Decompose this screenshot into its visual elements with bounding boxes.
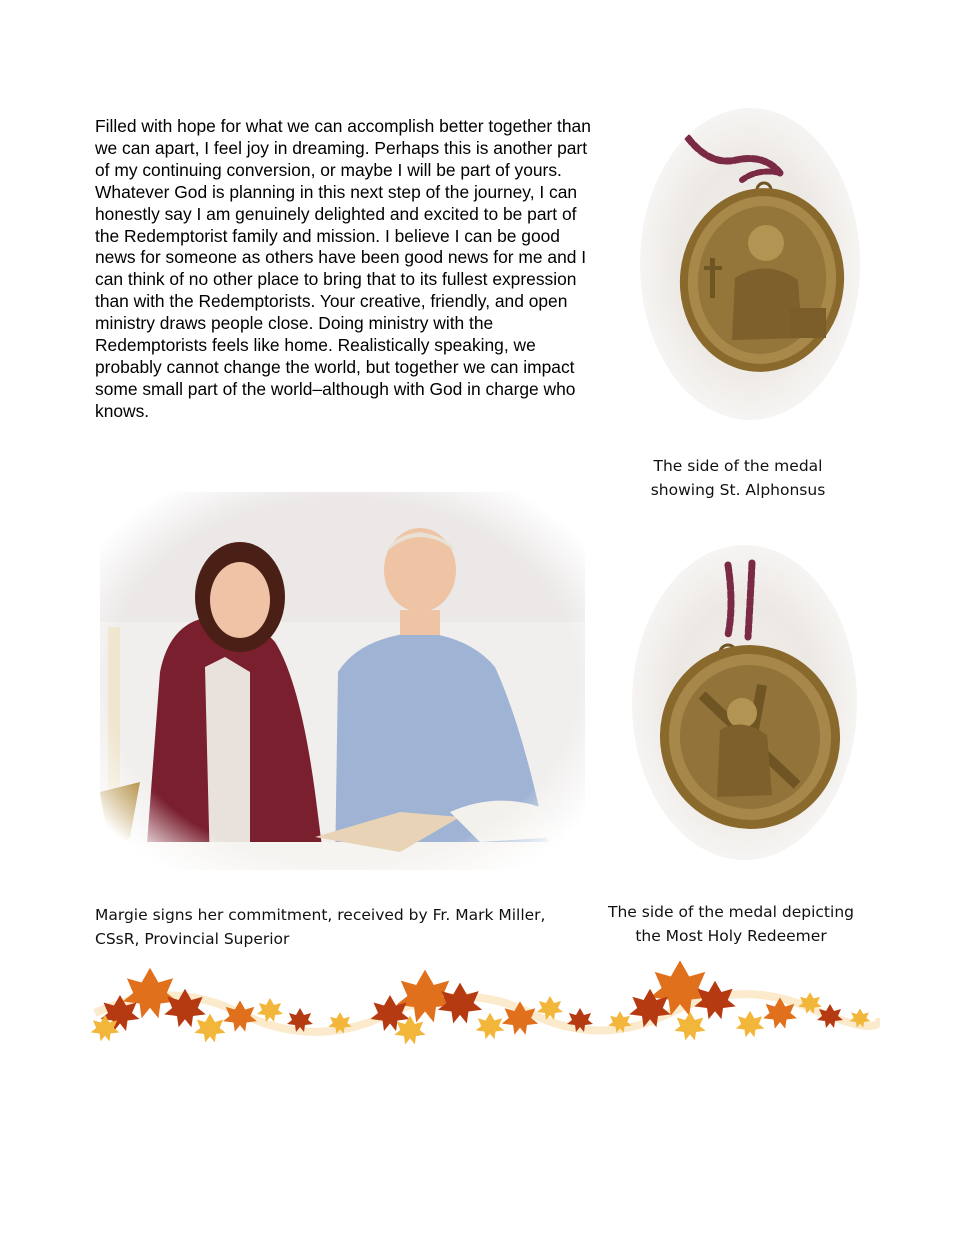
medal-redeemer-image: [632, 545, 857, 860]
photo-caption-line1: Margie signs her commitment, received by Fr. Mark Miller,: [95, 906, 546, 924]
medal-redeemer-caption-line1: The side of the medal depicting: [608, 903, 854, 921]
medal-alphonsus-image: [640, 108, 860, 420]
article-paragraph: Filled with hope for what we can accomplish better together than we can apart, I feel joy in dreaming. Perhaps this is another part of my continuing conversion, or maybe I will be part of yours. Whatever God is planning in this next step of the journey, I can honestly say I am genuinely delighted and excited to be part of the Redemptorist family and mission. I believe I can be good news for someone as others have been good news for me and I can think of no other place to bring that to its fullest expression than with the Redemptorists. Your creative, friendly, and open ministry draws people close. Doing ministry with the Redemptorists feels like home. Realistically speaking, we probably cannot change the world, but together we can impact some small part of the world–although with God in charge who knows.: [95, 116, 591, 421]
medal-redeemer-caption-line2: the Most Holy Redeemer: [635, 927, 827, 945]
signing-photo: [100, 492, 585, 870]
medal-alphonsus-caption: [628, 454, 848, 502]
photo-caption: [95, 903, 595, 951]
photo-caption-line2: CSsR, Provincial Superior: [95, 930, 290, 948]
medal-redeemer-caption: [596, 900, 866, 948]
medal-alphonsus-caption-line2: showing St. Alphonsus: [650, 481, 826, 499]
autumn-leaves-border: [90, 958, 880, 1058]
medal-alphonsus-caption-line1: The side of the medal: [653, 457, 823, 475]
